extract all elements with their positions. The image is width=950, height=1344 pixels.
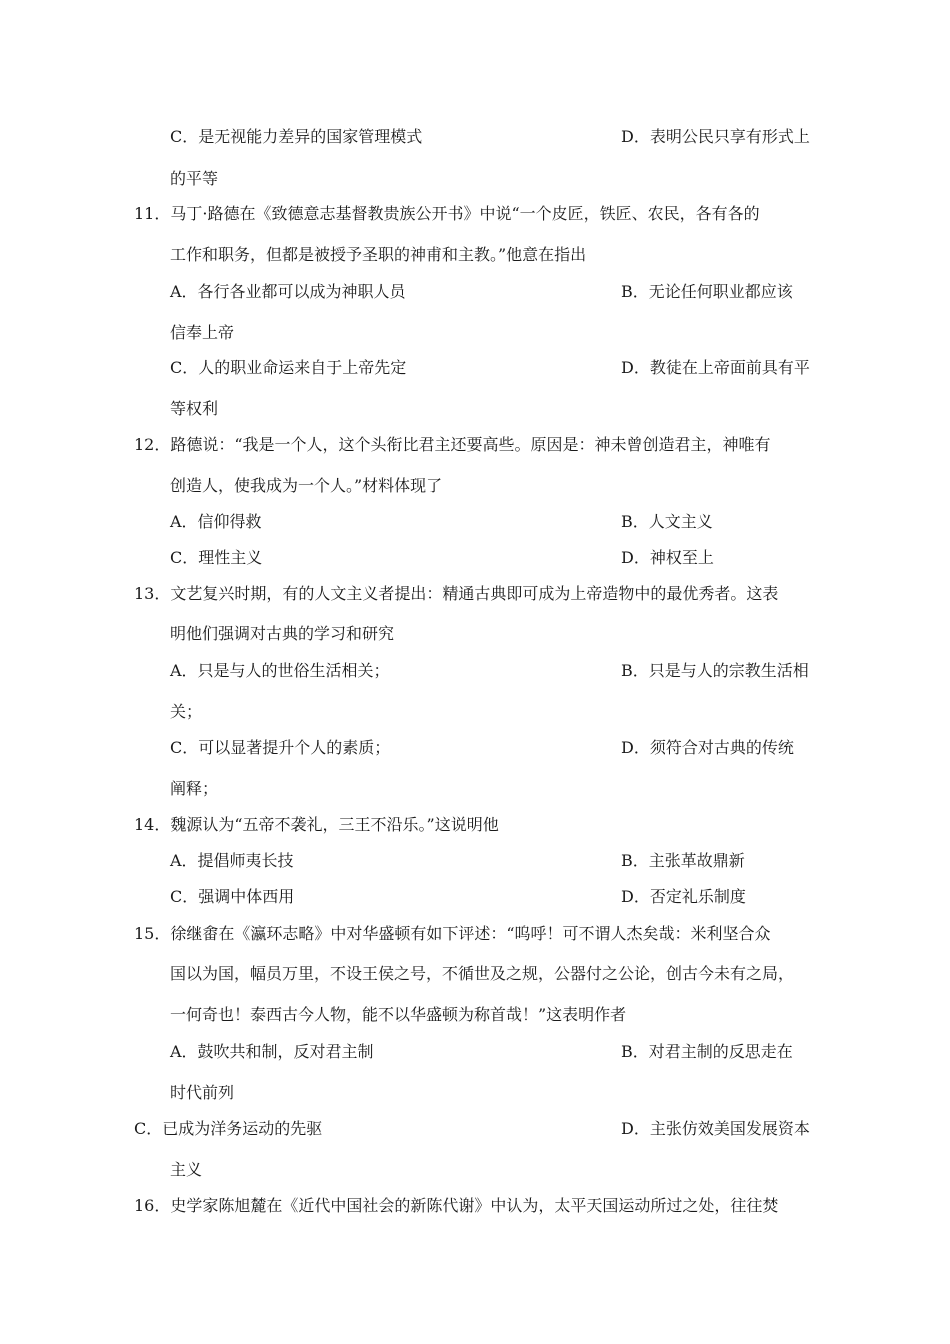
q12-option-d: D．神权至上 [621, 548, 714, 567]
q16-number: 16． [134, 1196, 171, 1215]
q10-option-d-continued: 的平等 [170, 169, 219, 188]
q15-option-d: D．主张仿效美国发展资本 [621, 1119, 810, 1138]
q14-option-c: C．强调中体西用 [170, 887, 295, 906]
q12-stem-line1 [134, 435, 771, 455]
q10-option-c: C．是无视能力差异的国家管理模式 [170, 127, 423, 146]
q11-option-d: D．教徒在上帝面前具有平 [621, 358, 810, 377]
q13-stem-line2: 明他们强调对古典的学习和研究 [170, 624, 395, 643]
q13-option-c: C．可以显著提升个人的素质； [170, 738, 391, 757]
q13-option-d-continued: 阐释； [170, 779, 219, 798]
q13-stem-line1 [134, 584, 778, 604]
q14-stem-line1 [134, 815, 499, 835]
q11-stem-line1 [134, 204, 760, 224]
q13-option-d: D．须符合对古典的传统 [621, 738, 794, 757]
q14-option-d: D．否定礼乐制度 [621, 887, 746, 906]
q14-option-a: A．提倡师夷长技 [170, 851, 294, 870]
q12-number: 12． [134, 435, 171, 454]
q15-option-b-continued: 时代前列 [170, 1083, 235, 1102]
q15-stem-line1 [134, 924, 771, 944]
q11-option-b-continued: 信奉上帝 [170, 323, 235, 342]
q13-text-line1: 文艺复兴时期，有的人文主义者提出：精通古典即可成为上帝造物中的最优秀者。这表 [170, 584, 779, 603]
q11-text-line1: 马丁·路德在《致德意志基督教贵族公开书》中说“一个皮匠，铁匠、农民，各有各的 [170, 204, 760, 223]
q11-number: 11． [134, 204, 171, 223]
q13-number: 13． [134, 584, 171, 603]
q11-option-d-continued: 等权利 [170, 399, 219, 418]
q12-option-b: B．人文主义 [621, 512, 713, 531]
q13-option-b-continued: 关； [170, 702, 203, 721]
q13-option-b: B．只是与人的宗教生活相 [621, 661, 809, 680]
q10-option-d: D．表明公民只享有形式上 [621, 127, 810, 146]
q15-stem-line2: 国以为国，幅员万里，不设王侯之号，不循世及之规，公器付之公论，创古今未有之局， [170, 964, 795, 983]
q12-option-a: A．信仰得救 [170, 512, 262, 531]
q14-text-line1: 魏源认为“五帝不袭礼，三王不沿乐。”这说明他 [170, 815, 499, 834]
q11-option-a: A．各行各业都可以成为神职人员 [170, 282, 406, 301]
q16-text-line1: 史学家陈旭麓在《近代中国社会的新陈代谢》中认为，太平天国运动所过之处，往往焚 [170, 1196, 779, 1215]
q14-option-b: B．主张革故鼎新 [621, 851, 745, 870]
q14-number: 14． [134, 815, 171, 834]
q15-option-a: A．鼓吹共和制，反对君主制 [170, 1042, 374, 1061]
q12-option-c: C．理性主义 [170, 548, 263, 567]
q11-option-b: B．无论任何职业都应该 [621, 282, 793, 301]
q15-option-c: C．已成为洋务运动的先驱 [134, 1119, 323, 1138]
q15-option-d-continued: 主义 [170, 1160, 203, 1179]
q15-stem-line3: 一何奇也！泰西古今人物，能不以华盛顿为称首哉！”这表明作者 [170, 1005, 627, 1024]
q13-option-a: A．只是与人的世俗生活相关； [170, 661, 390, 680]
q15-option-b: B．对君主制的反思走在 [621, 1042, 793, 1061]
q12-stem-line2: 创造人，使我成为一个人。”材料体现了 [170, 476, 443, 495]
q11-stem-line2: 工作和职务，但都是被授予圣职的神甫和主教。”他意在指出 [170, 245, 587, 264]
q11-option-c: C．人的职业命运来自于上帝先定 [170, 358, 407, 377]
q15-number: 15． [134, 924, 171, 943]
q15-text-line1: 徐继畬在《瀛环志略》中对华盛顿有如下评述：“呜呼！可不谓人杰矣哉：米利坚合众 [170, 924, 771, 943]
q16-stem-line1 [134, 1196, 778, 1216]
q12-text-line1: 路德说：“我是一个人，这个头衔比君主还要高些。原因是：神未曾创造君主，神唯有 [170, 435, 771, 454]
